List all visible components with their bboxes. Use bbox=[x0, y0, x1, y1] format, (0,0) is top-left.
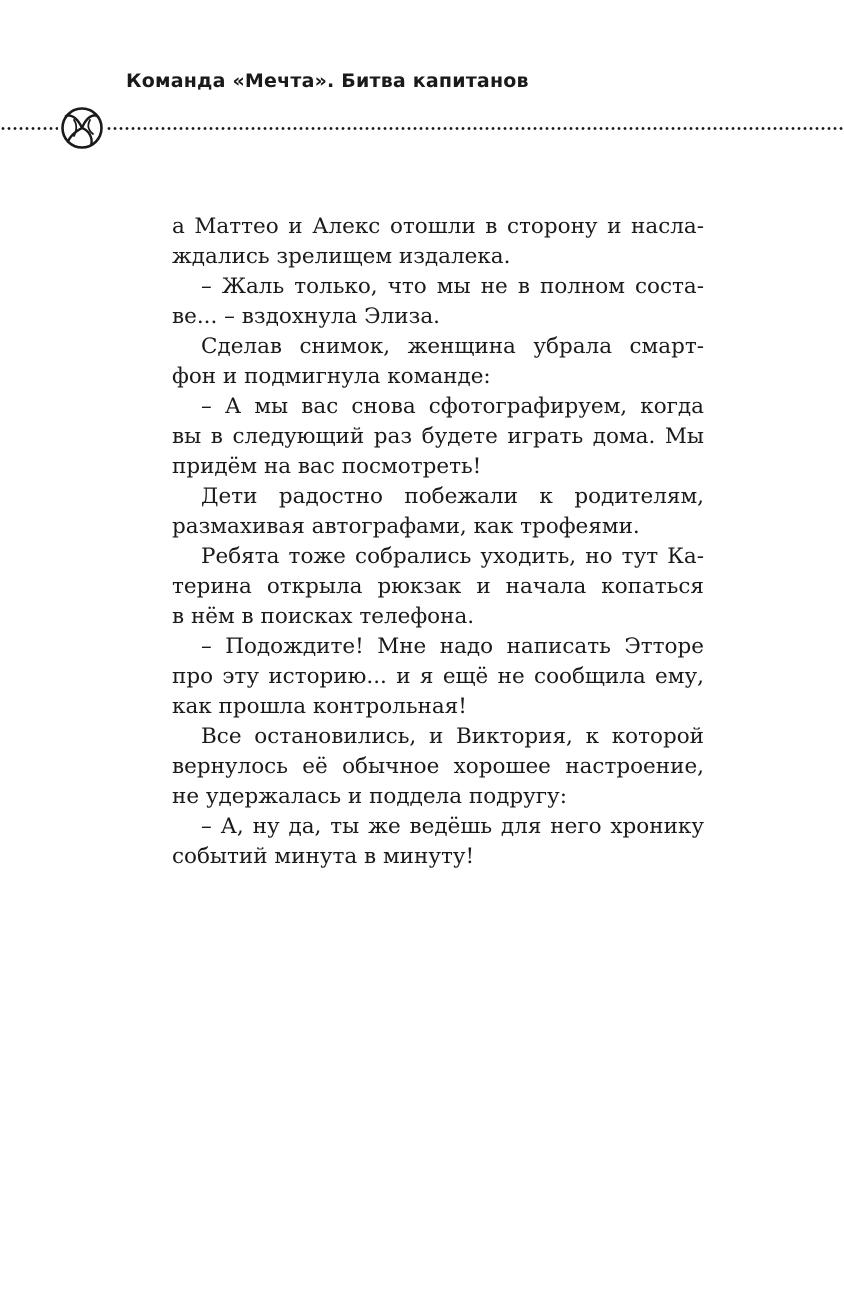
text-line: – Подождите! Мне надо написать Этторе bbox=[201, 634, 704, 659]
text-line: размахивая автографами, как трофеями. bbox=[172, 514, 640, 539]
dotted-rule-right bbox=[106, 127, 844, 130]
text-line: Ребята тоже собрались уходить, но тут Ка- bbox=[201, 544, 704, 569]
text-line: не удержалась и поддела подругу: bbox=[172, 784, 567, 809]
text-line: – А, ну да, ты же ведёшь для него хронику bbox=[201, 814, 704, 839]
running-title: Команда «Мечта». Битва капитанов bbox=[126, 70, 529, 92]
text-line: – А мы вас снова сфотографируем, когда bbox=[201, 394, 704, 419]
text-line: в нём в поисках телефона. bbox=[172, 604, 475, 629]
text-line: а Маттео и Алекс отошли в сторону и насла- bbox=[172, 214, 704, 239]
text-line: ве... – вздохнула Элиза. bbox=[172, 304, 440, 329]
text-line: придём на вас посмотреть! bbox=[172, 454, 482, 479]
text-line: – Жаль только, что мы не в полном соста- bbox=[201, 274, 704, 299]
volleyball-icon bbox=[60, 106, 104, 150]
text-line: Дети радостно побежали к родителям, bbox=[201, 484, 704, 509]
text-line: терина открыла рюкзак и начала копаться bbox=[172, 574, 704, 599]
text-line: фон и подмигнула команде: bbox=[172, 364, 491, 389]
text-line: вы в следующий раз будете играть дома. Мы bbox=[172, 424, 704, 449]
text-line: про эту историю... и я ещё не сообщила ему, bbox=[172, 664, 704, 689]
body-text bbox=[172, 212, 704, 872]
text-line: Все остановились, и Виктория, к которой bbox=[201, 724, 704, 749]
text-line: ждались зрелищем издалека. bbox=[172, 244, 511, 269]
dotted-rule-left bbox=[0, 127, 58, 130]
text-line: Сделав снимок, женщина убрала смарт- bbox=[201, 334, 704, 359]
text-line: как прошла контрольная! bbox=[172, 694, 467, 719]
text-line: вернулось её обычное хорошее настроение, bbox=[172, 754, 704, 779]
text-line: событий минута в минуту! bbox=[172, 844, 475, 869]
